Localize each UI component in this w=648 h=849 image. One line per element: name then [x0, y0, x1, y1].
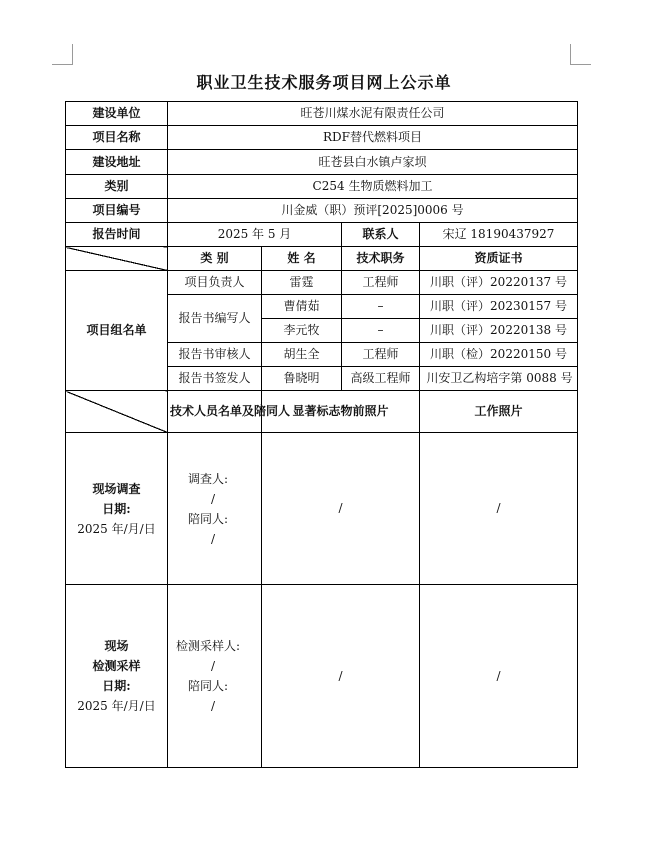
team-cert: 川职（检）20220150 号	[420, 343, 578, 367]
survey-staff-cell	[168, 433, 262, 585]
team-name: 胡生全	[262, 343, 342, 367]
team-row	[66, 271, 578, 295]
team-header-role: 类 别	[168, 247, 262, 271]
sampling-landmark-photo: /	[262, 585, 420, 768]
team-title: 工程师	[342, 271, 420, 295]
team-cert: 川职（评）20220138 号	[420, 319, 578, 343]
row-category	[66, 175, 578, 199]
address-label: 建设地址	[66, 150, 168, 175]
document-title: 职业卫生技术服务项目网上公示单	[196, 73, 452, 92]
sampling-staff-label: 检测采样人:	[176, 639, 241, 653]
sampling-staff-cell	[168, 585, 262, 768]
team-header-row	[66, 247, 578, 271]
contact-value: 宋辽 18190437927	[420, 223, 578, 247]
sampling-label: 现场	[104, 639, 129, 653]
diagonal-header-cell	[66, 391, 168, 433]
team-section-label: 项目组名单	[66, 271, 168, 391]
address-value: 旺苍县白水镇卢家坝	[168, 150, 578, 175]
project-number-value: 川金威（职）预评[2025]0006 号	[168, 199, 578, 223]
sampling-accompany-label: 陪同人:	[188, 679, 229, 693]
sampling-date: 2025 年/月/日	[77, 699, 156, 713]
sampling-work-photo: /	[420, 585, 578, 768]
team-name: 雷霆	[262, 271, 342, 295]
team-cert: 川职（评）20230157 号	[420, 295, 578, 319]
unit-label: 建设单位	[66, 102, 168, 126]
team-title: 工程师	[342, 343, 420, 367]
team-title: 高级工程师	[342, 367, 420, 391]
project-number-label: 项目编号	[66, 199, 168, 223]
survey-staff-value: /	[211, 491, 216, 506]
team-role: 报告书编写人	[168, 295, 262, 343]
team-role: 报告书审核人	[168, 343, 262, 367]
sampling-date-label: 日期:	[102, 679, 131, 693]
report-time-value: 2025 年 5 月	[168, 223, 342, 247]
sampling-label-2: 检测采样	[92, 659, 141, 673]
survey-landmark-photo: /	[262, 433, 420, 585]
diagonal-header-cell	[66, 247, 168, 271]
survey-accompany-label: 陪同人:	[188, 511, 229, 526]
team-header-name: 姓 名	[262, 247, 342, 271]
project-name-value: RDF替代燃料项目	[168, 126, 578, 150]
team-header-cert: 资质证书	[420, 247, 578, 271]
sampling-accompany-value: /	[211, 699, 216, 713]
category-label: 类别	[66, 175, 168, 199]
photo-header-work: 工作照片	[420, 391, 578, 433]
survey-accompany-value: /	[211, 531, 216, 546]
sampling-row	[66, 585, 578, 768]
photo-header-row	[66, 391, 578, 433]
row-unit	[66, 102, 578, 126]
team-title: –	[342, 295, 420, 319]
team-role: 项目负责人	[168, 271, 262, 295]
row-project-number	[66, 199, 578, 223]
photo-header-staff: 技术人员名单及陪同人	[168, 391, 262, 433]
row-address	[66, 150, 578, 175]
team-cert: 川安卫乙构培字第 0088 号	[420, 367, 578, 391]
corner-mark-left	[52, 44, 73, 65]
team-title: –	[342, 319, 420, 343]
sampling-staff-value: /	[211, 659, 216, 673]
project-name-label: 项目名称	[66, 126, 168, 150]
survey-label-cell	[66, 433, 168, 585]
photo-header-landmark: 显著标志物前照片	[262, 391, 420, 433]
survey-staff-label: 调查人:	[188, 471, 229, 486]
team-name: 李元牧	[262, 319, 342, 343]
survey-label: 现场调查	[92, 481, 141, 496]
report-time-label: 报告时间	[66, 223, 168, 247]
survey-date-label: 日期:	[102, 501, 131, 516]
survey-work-photo: /	[420, 433, 578, 585]
team-cert: 川职（评）20220137 号	[420, 271, 578, 295]
unit-value: 旺苍川煤水泥有限责任公司	[168, 102, 578, 126]
team-role: 报告书签发人	[168, 367, 262, 391]
team-name: 曹倩茹	[262, 295, 342, 319]
survey-date: 2025 年/月/日	[77, 521, 156, 536]
category-value: C254 生物质燃料加工	[168, 175, 578, 199]
survey-row	[66, 433, 578, 585]
row-report-time	[66, 223, 578, 247]
team-name: 鲁晓明	[262, 367, 342, 391]
disclosure-form-table	[65, 101, 578, 768]
corner-mark-right	[570, 44, 591, 65]
row-project-name	[66, 126, 578, 150]
sampling-label-cell	[66, 585, 168, 768]
contact-label: 联系人	[342, 223, 420, 247]
team-header-title: 技术职务	[342, 247, 420, 271]
